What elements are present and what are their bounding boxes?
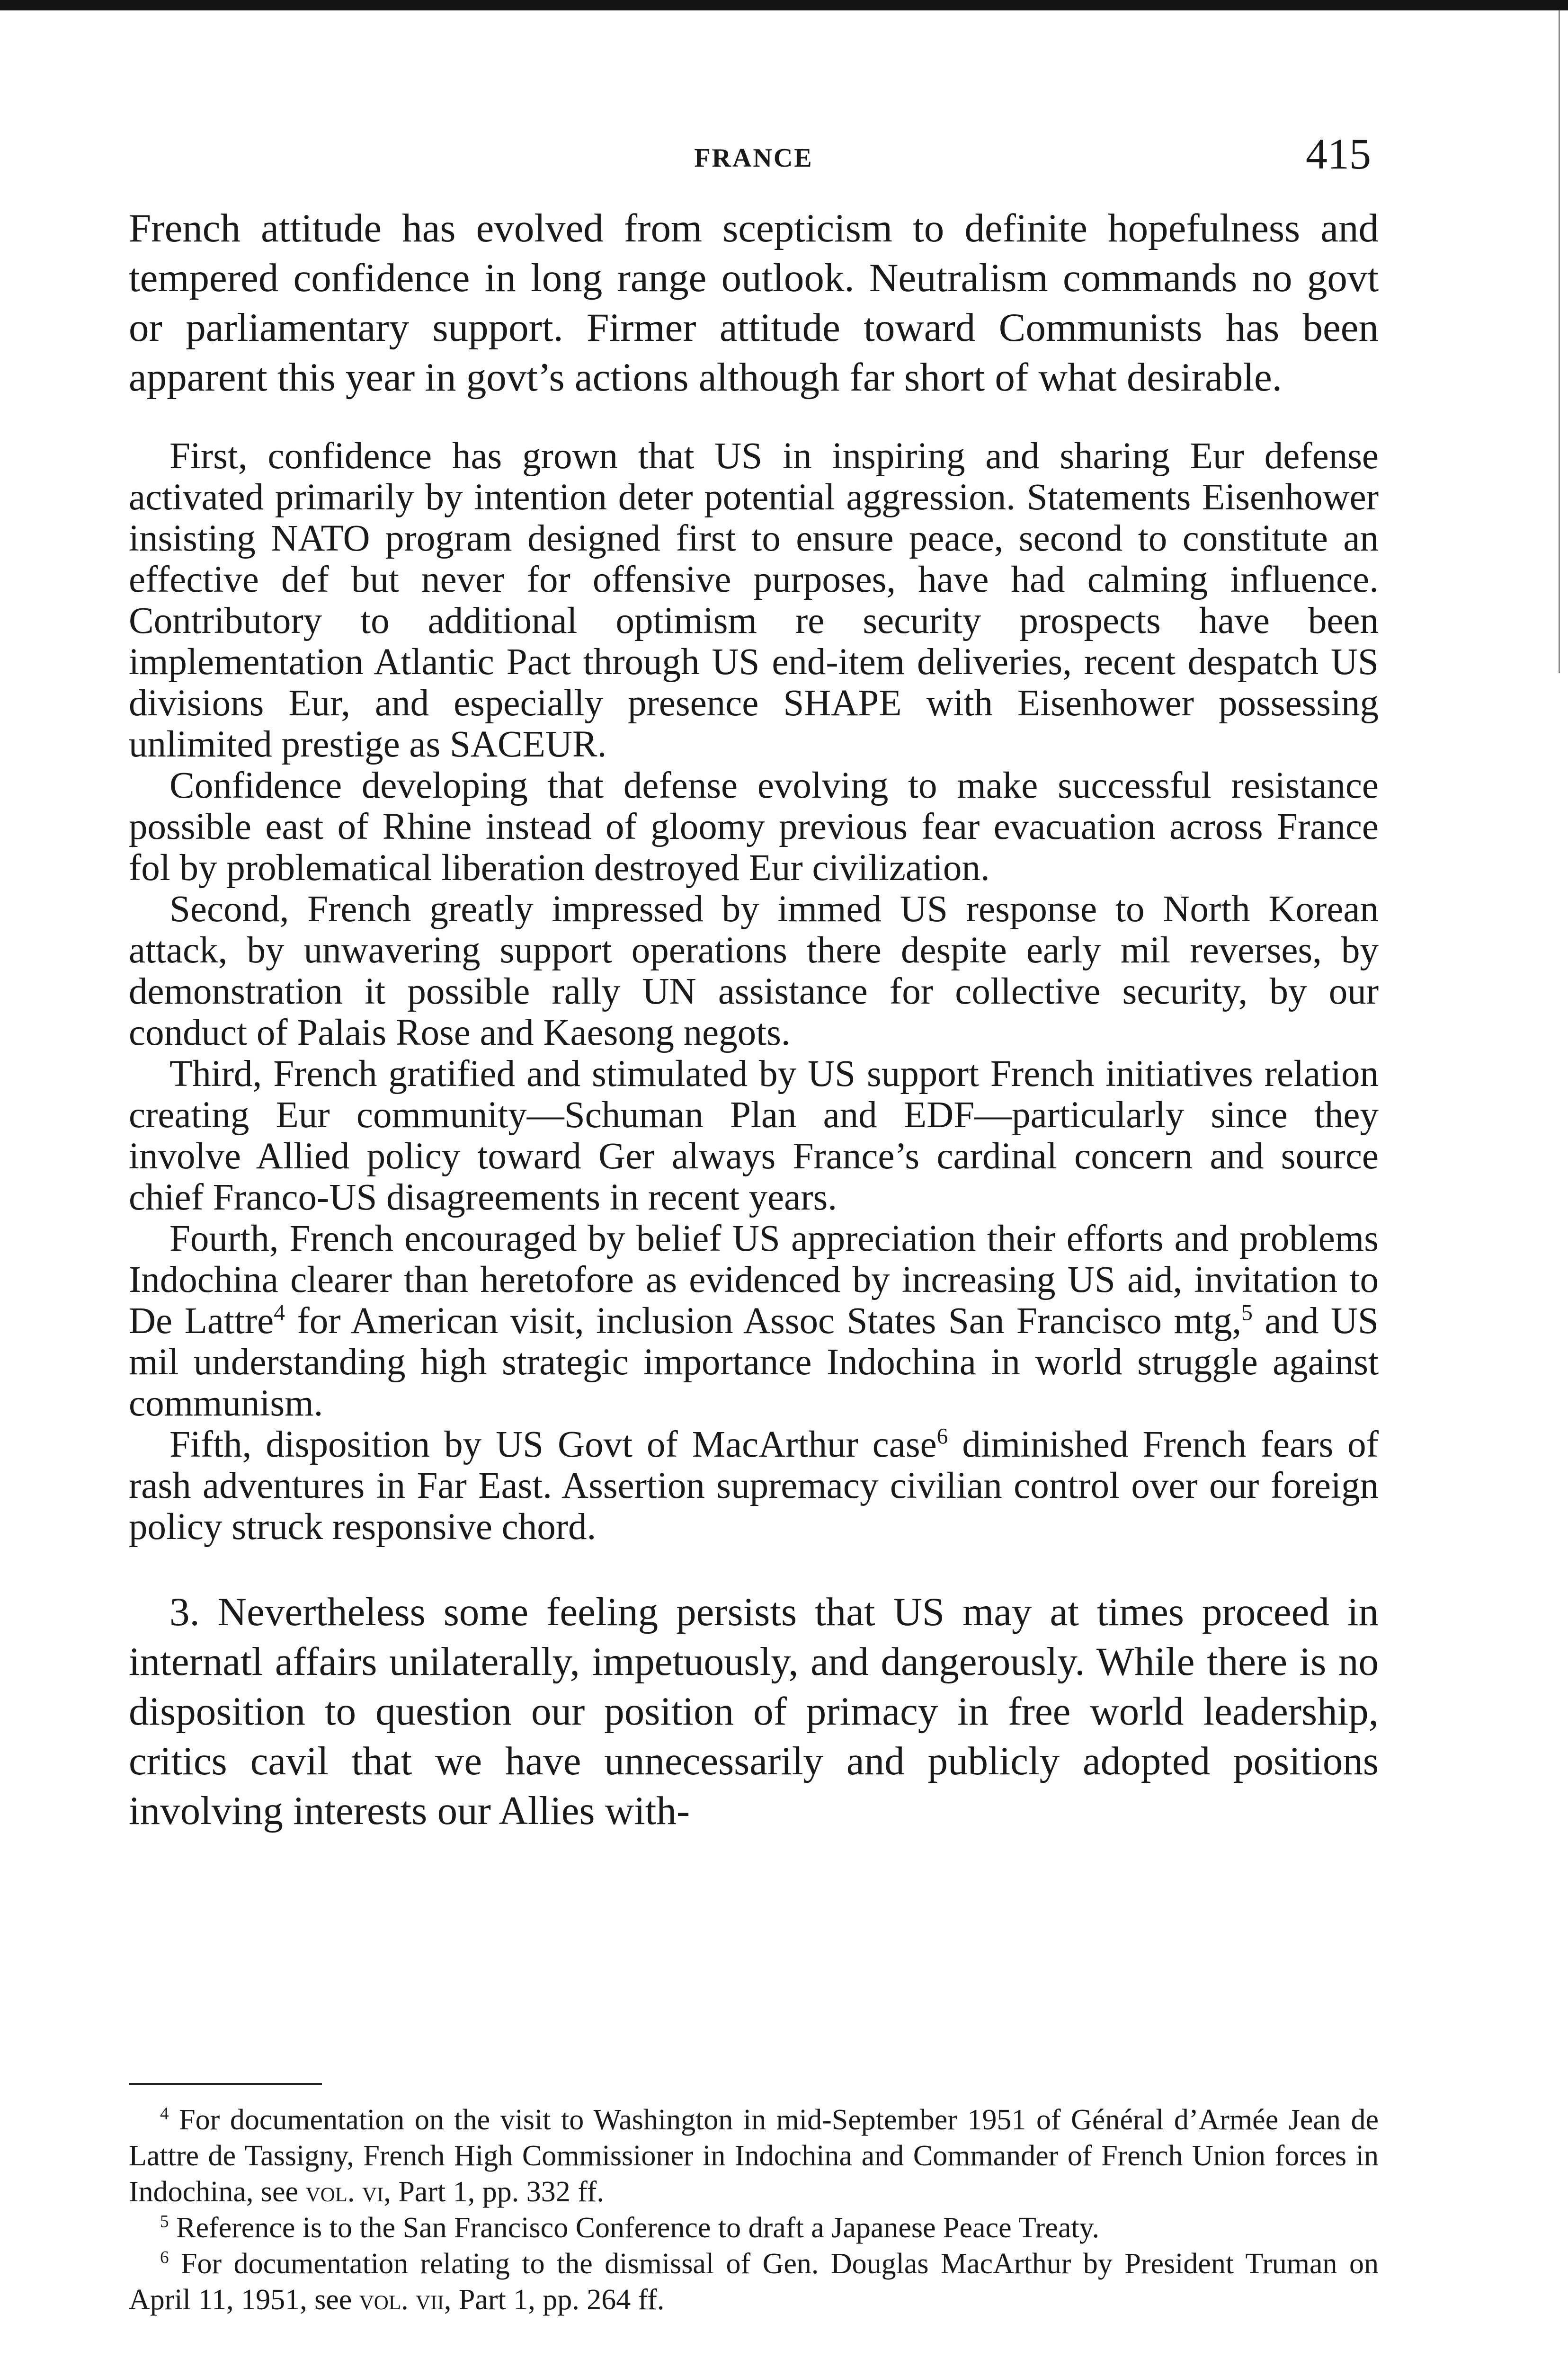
footnote-rule: [129, 2083, 322, 2085]
footnote-ref-4[interactable]: 4: [274, 1300, 285, 1326]
footnote-mark: 5: [160, 2212, 169, 2232]
footnote-text: For documentation on the visit to Washington in mid-September 1951 of Général d’Armée Jean de Lattre de Tassigny, French High Commissioner in Indochina and Commander of French Union forces in Indochina, see: [129, 2104, 1379, 2208]
top-edge-rule: [0, 0, 1568, 10]
paragraph-text: Fifth, disposition by US Govt of MacArthur case: [169, 1424, 937, 1465]
footnote-text: , Part 1, pp. 264 ff.: [444, 2284, 665, 2316]
footnote-volume: vol. vii: [359, 2284, 444, 2316]
running-head: FRANCE: [694, 143, 813, 173]
page-number: 415: [1306, 130, 1371, 178]
paragraph-text: Fourth, French encouraged by belief US appreciation their efforts and problems Indochina clearer than heretofore as evidenced by increasing US aid, invitation to De Lattre: [129, 1218, 1379, 1342]
paragraph-confidence-developing: Confidence developing that defense evolving to make successful resistance possible east of Rhine instead of gloomy previous fear evacuation across France fol by problematical liberation destroyed Eur civilization.: [129, 765, 1379, 889]
footnote-text: , Part 1, pp. 332 ff.: [383, 2176, 604, 2208]
document-body: [129, 204, 1379, 1836]
paragraph-gap: [129, 402, 1379, 436]
paragraph-fifth-macarthur: [129, 1424, 1379, 1548]
paragraph-gap: [129, 1548, 1379, 1587]
footnote-mark: 6: [160, 2248, 169, 2268]
paragraph-attitude: French attitude has evolved from scepticism to definite hopefulness and tempered confidence in long range outlook. Neutralism commands no govt or parliamentary support. Firmer attitude toward Communists has been apparent this year in govt’s actions although far short of what desirable.: [129, 206, 1379, 400]
paragraph-text: and US mil understanding high strategic importance Indochina in world struggle against communism.: [129, 1300, 1379, 1424]
right-edge-line: [1559, 10, 1560, 673]
paragraph-third-eur-community: Third, French gratified and stimulated by US support French initiatives relation creating Eur community—Schuman Plan and EDF—particularly since they involve Allied policy toward Ger always France’s cardinal concern and source chief Franco-US disagreements in recent years.: [129, 1053, 1379, 1218]
footnote-ref-6[interactable]: 6: [936, 1424, 948, 1449]
footnote-5: [129, 2210, 1379, 2246]
paragraph-point-3: 3. Nevertheless some feeling persists that US may at times proceed in internatl affairs unilaterally, impetuously, and dangerously. While there is no disposition to question our position of primacy in free world leadership, critics cavil that we have unnecessarily and publicly adopted positions involving interests our Allies with-: [129, 1590, 1379, 1833]
footnote-volume: vol. vi: [305, 2176, 384, 2208]
paragraph-text: diminished French fears of rash adventures in Far East. Assertion supremacy civilian control over our foreign policy struck responsive chord.: [129, 1424, 1379, 1548]
page-header: [129, 130, 1379, 189]
paragraph-fourth-indochina: [129, 1218, 1379, 1424]
paragraph-text: for American visit, inclusion Assoc States San Francisco mtg,: [285, 1300, 1242, 1342]
paragraph-second-korea: Second, French greatly impressed by immed US response to North Korean attack, by unwavering support operations there despite early mil reverses, by demonstration it possible rally UN assistance for collective security, by our conduct of Palais Rose and Kaesong negots.: [129, 889, 1379, 1053]
footnote-text: For documentation relating to the dismissal of Gen. Douglas MacArthur by President Truman on April 11, 1951, see: [129, 2248, 1379, 2316]
footnote-ref-5[interactable]: 5: [1241, 1300, 1253, 1326]
footnotes-section: [129, 2083, 1379, 2318]
paragraph-first-confidence: First, confidence has grown that US in inspiring and sharing Eur defense activated primarily by intention deter potential aggression. Statements Eisenhower insisting NATO program designed first to ensure peace, second to constitute an effective def but never for offensive purposes, have had calming influence. Contributory to additional optimism re security prospects have been implementation Atlantic Pact through US end-item deliveries, recent despatch US divisions Eur, and especially presence SHAPE with Eisenhower possessing unlimited prestige as SACEUR.: [129, 436, 1379, 765]
footnote-mark: 4: [160, 2104, 169, 2124]
footnote-text: Reference is to the San Francisco Conference to draft a Japanese Peace Treaty.: [169, 2212, 1100, 2244]
footnote-4: [129, 2102, 1379, 2210]
footnote-6: [129, 2246, 1379, 2318]
